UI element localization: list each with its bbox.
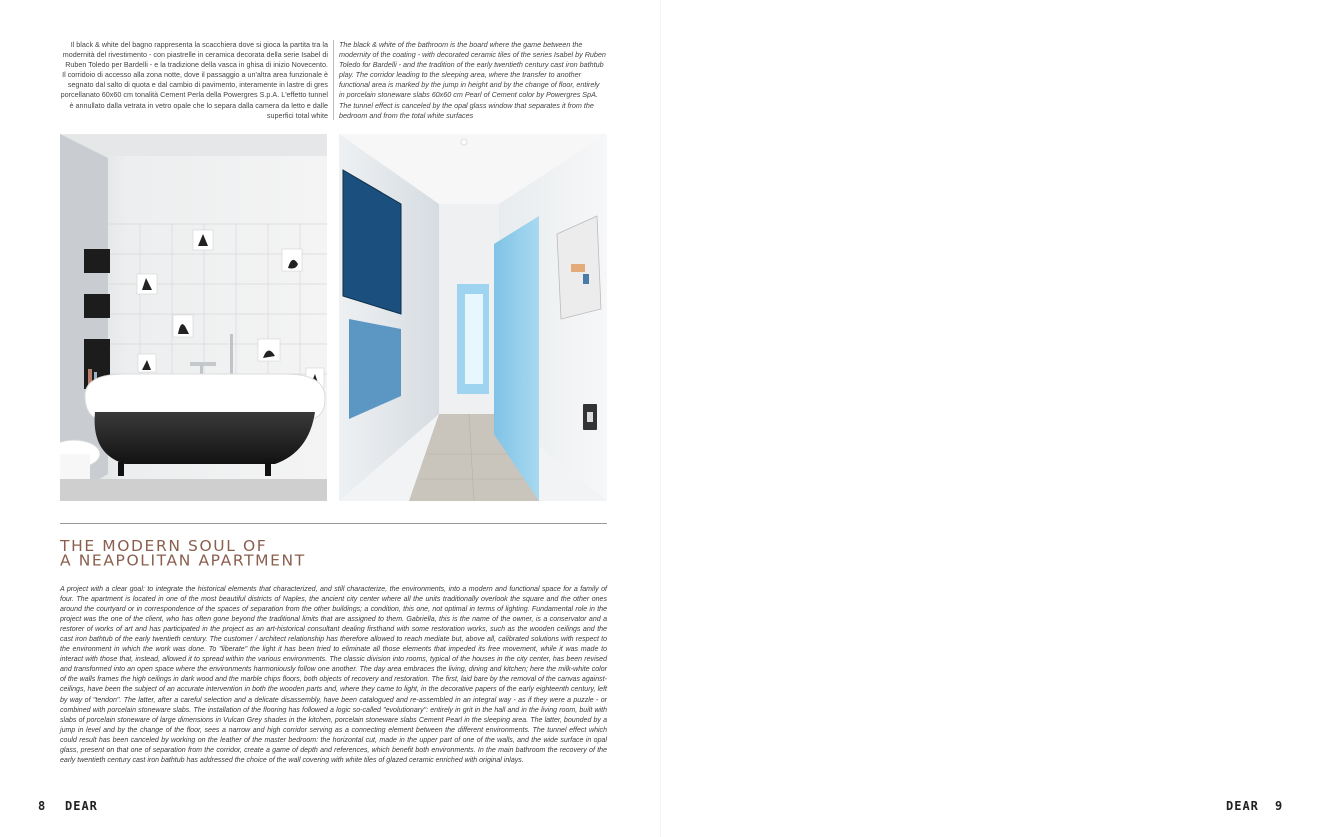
bathroom-photo	[60, 134, 327, 501]
corridor-illustration	[339, 134, 607, 501]
caption-italian: Il black & white del bagno rappresenta la scacchiera dove si gioca la partita tra la modernità del rivestimento - con piastrelle in ceramica decorata della serie Isabel di Ruben Toledo per Bardelli - e la tradizione della vasca in ghisa di inizio Novecento. Il corridoio di accesso alla zona notte, dove il passaggio a un'altra area funzionale è segnato dal salto di quota e dal cambio di pavimento, interamente in lastre di gres porcellanato 60x60 cm tonalità Cement Perla della Powergres S.p.A. L'effetto tunnel è annullato dalla vetrata in vetro opale che lo separa dalla camera da letto e dalle superfici total white	[60, 40, 328, 120]
page-number-left: 8	[38, 799, 47, 813]
bathroom-illustration	[60, 134, 327, 501]
magazine-name-right: DEAR	[1226, 799, 1259, 813]
headline-line-2: A NEAPOLITAN APARTMENT	[60, 552, 306, 570]
caption-english: The black & white of the bathroom is the board where the game between the modernity of the coating - with decorated ceramic tiles of the series Isabel by Ruben Toledo for Bardelli - and the tradition of the early twentieth century cast iron bathtub play. The corridor leading to the sleeping area, where the transfer to another functional area is marked by the jump in height and by the change of floor, entirely in porcelain stoneware slabs 60x60 cm Pearl of Cement color by Powergres SpA. The tunnel effect is canceled by the opal glass window that separates it from the bedroom and from the total white surfaces	[339, 40, 606, 120]
article-headline	[60, 537, 607, 570]
article-body: A project with a clear goal: to integrate the historical elements that characterized, and still characterize, the environments, into a modern and functional space for a family of four. The apartment is located in one of the most beautiful districts of Naples, the ancient city center where all the units traditionally overlook the square and the other ones around the courtyard or in correspondence of the spaces of separation from the other buildings; a condition, this one, not optimal in terms of lighting. Fundamental role in the project was the one of the client, who has often gone beyond the traditional limits that are assigned to them. Gabriella, this is the name of the owner, is a conservator and a restorer of works of art and has participated in the project as an art-historical consultant dealing firsthand with some restoration works, such as the wooden ceilings and the cast iron bathtub of the early twentieth century. The customer / architect relationship has therefore allowed to reach mediate but, above all, calibrated solutions with respect to the environment in which the work was done. To "liberate" the light it has been tried to eliminate all those elements that impeded its free movement, while it was made to interact with those that, instead, allowed it to spread within the various environments. The classic division into rooms, typical of the houses in the city center, has been revised and transformed into an open space where the environments harmoniously follow one another. The day area embraces the living, dining and kitchen; here the milk-white color of the walls frames the high ceilings in dark wood and the marble chips floors, both objects of recovery and restoration. The first, laid bare by the removal of the canvas against-ceilings, have been the subject of an accurate intervention in both the wooden parts and, where they came to light, in the decorative papers of the early eighteenth century, left by way of "tendon". The latter, after a careful selection and a delicate disassembly, have been catalogued and re-assembled in an integral way - as if they were a puzzle - or combined with porcelain stoneware slabs. The installation of the flooring has followed a logic so-called "evolutionary": entirely in grit in the hall and in the living room, built with slabs of porcelain stoneware of large dimensions in Vulcan Grey shades in the kitchen, porcelain stoneware slabs Cement Pearl in the sleeping area. The latter, bounded by a jump in level and by the change of the floor, sees a narrow and high corridor serving as a connecting element between the different environments. The tunnel effect which could result has been canceled by working on the leather of the master bedroom: the horizontal cut, made in the upper part of one of the walls, and the wide surface in opal glass, present on that one of separation from the corridor, create a game of depth and references, which benefit both environments. In the main bathroom the recovery of the early twentieth century cast iron bathtub has addressed the choice of the wall covering with white tiles of glazed ceramic enriched with original inlays.	[60, 586, 607, 764]
section-rule	[60, 523, 607, 524]
page-number-right: 9	[1275, 799, 1284, 813]
corridor-photo	[339, 134, 607, 501]
headline-line-1: THE MODERN SOUL OF	[60, 537, 268, 555]
magazine-name-left: DEAR	[65, 799, 98, 813]
page-gutter	[660, 0, 661, 837]
caption-divider	[333, 40, 334, 120]
